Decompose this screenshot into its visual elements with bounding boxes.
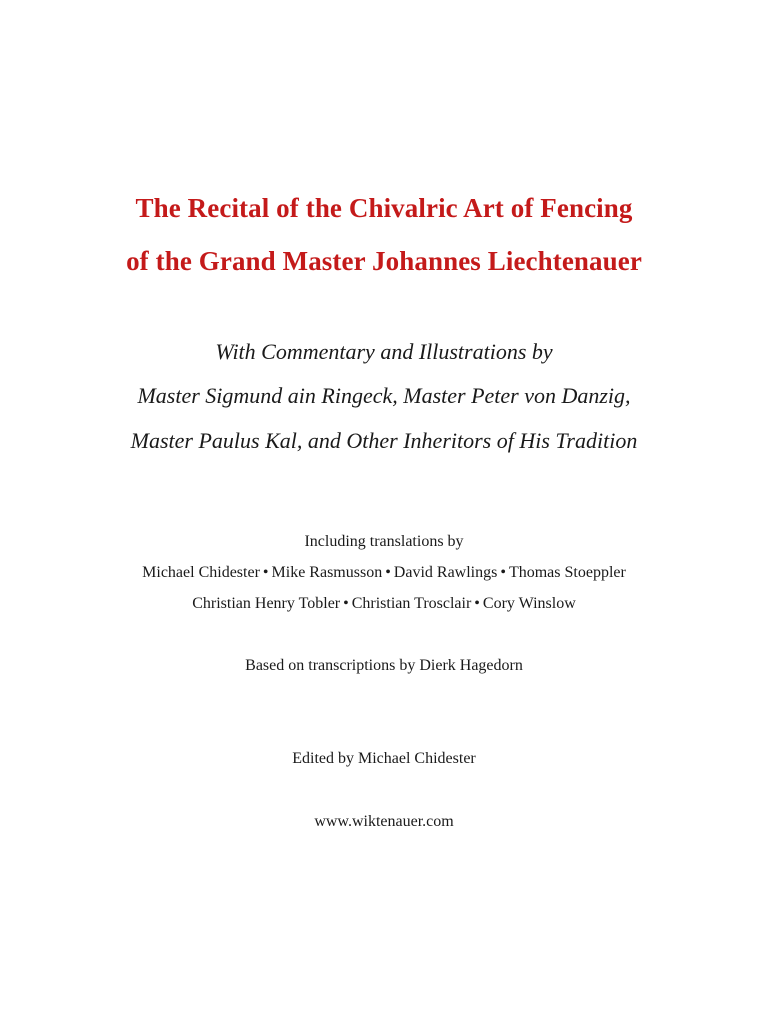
subtitle-line-3: Master Paulus Kal, and Other Inheritors of His Tradition [130, 428, 638, 453]
translations-intro: Including translations by [304, 533, 464, 550]
bullet-separator: • [343, 595, 349, 612]
bullet-separator: • [500, 564, 506, 581]
translator-name: David Rawlings [393, 564, 498, 581]
bullet-separator: • [262, 564, 269, 581]
subtitle-line-1: With Commentary and Illustrations by [215, 339, 553, 364]
translator-name: Christian Henry Tobler [192, 595, 341, 612]
title-line-1: The Recital of the Chivalric Art of Fencing [135, 193, 633, 223]
subtitle-line-2: Master Sigmund ain Ringeck, Master Peter von Danzig, [137, 383, 631, 408]
website-link[interactable]: www.wiktenauer.com [314, 813, 454, 830]
title-line-2: of the Grand Master Johannes Liechtenauer [126, 246, 642, 276]
editor-credit: Edited by Michael Chidester [292, 750, 476, 767]
bullet-separator: • [474, 595, 480, 612]
translators-row-1 [0, 564, 768, 582]
bullet-separator: • [385, 564, 391, 581]
translator-name: Mike Rasmusson [271, 564, 383, 581]
translators-row-2 [0, 595, 768, 613]
translator-name: Cory Winslow [482, 595, 576, 612]
translator-name: Thomas Stoeppler [508, 564, 626, 581]
translator-name: Michael Chidester [142, 564, 260, 581]
translator-name: Christian Trosclair [351, 595, 472, 612]
transcriptions-credit: Based on transcriptions by Dierk Hagedorn [245, 657, 523, 674]
